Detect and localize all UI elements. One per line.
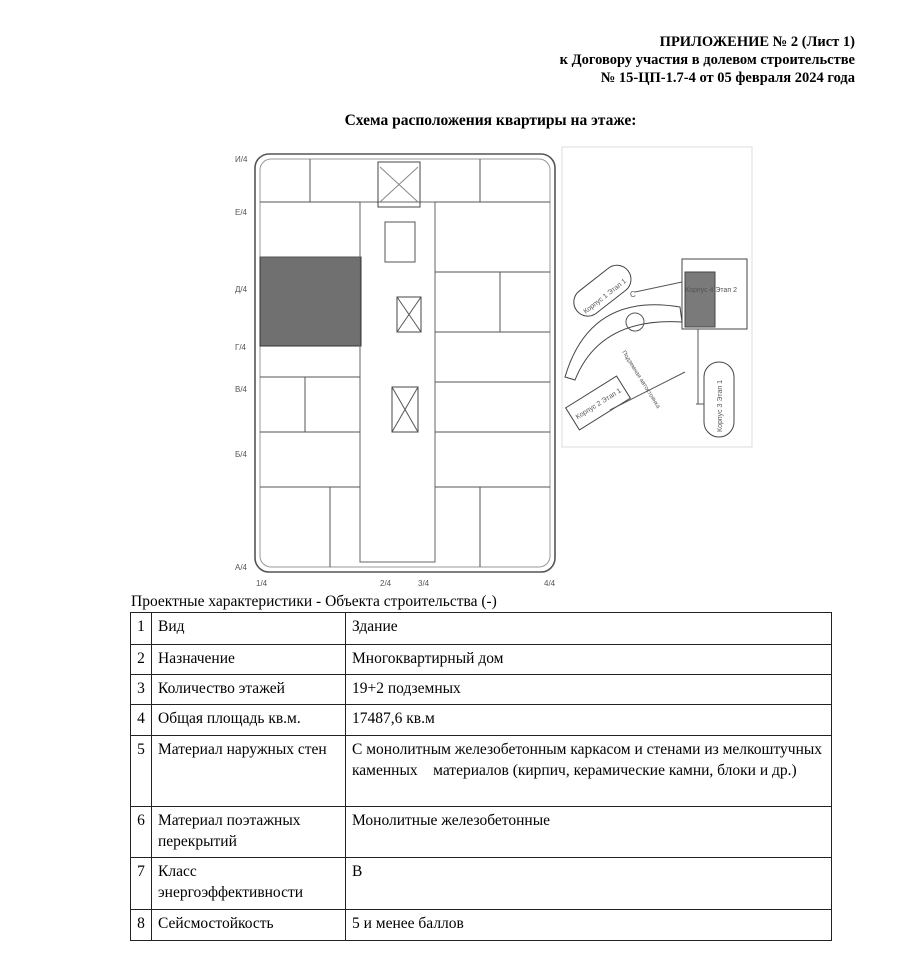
contract-number-date: № 15-ЦП-1.7-4 от 05 февраля 2024 года	[600, 70, 855, 86]
row-number: 3	[131, 675, 152, 705]
table-row	[131, 645, 832, 675]
axis-label-col: 1/4	[256, 579, 268, 588]
row-number: 5	[131, 736, 152, 807]
properties-caption: Проектные характеристики - Объекта строительства (-)	[131, 593, 497, 610]
building-2-label: Корпус 2 Этап 1	[574, 387, 623, 422]
properties-table	[130, 612, 832, 941]
property-name: Сейсмостойкость	[152, 910, 346, 941]
axis-label-row: А/4	[235, 563, 248, 572]
table-row	[131, 613, 832, 645]
row-number: 4	[131, 705, 152, 736]
floor-plan-image	[230, 142, 770, 592]
north-label: С	[630, 290, 636, 299]
parking-label: Подземная автостоянка	[620, 349, 661, 410]
contract-reference: к Договору участия в долевом строительстве	[559, 52, 855, 68]
row-number: 6	[131, 807, 152, 858]
property-name: Общая площадь кв.м.	[152, 705, 346, 736]
row-number: 8	[131, 910, 152, 941]
axis-label-col: 3/4	[418, 579, 430, 588]
axis-label-col: 4/4	[544, 579, 556, 588]
property-value: 19+2 подземных	[346, 675, 832, 705]
property-value: С монолитным железобетонным каркасом и стенами из мелкоштучных каменных материалов (кирпич, керамические камни, блоки и др.)	[346, 736, 832, 807]
property-value: 5 и менее баллов	[346, 910, 832, 941]
table-row	[131, 675, 832, 705]
property-name: Материал наружных стен	[152, 736, 346, 807]
document-header	[560, 33, 855, 87]
building-outline	[255, 154, 555, 572]
central-core	[360, 202, 435, 562]
property-value: В	[346, 858, 832, 910]
building-3-label: Корпус 3 Этап 1	[717, 379, 724, 432]
highlighted-apartment	[260, 257, 361, 346]
property-name: Вид	[152, 613, 346, 645]
property-value: Монолитные железобетонные	[346, 807, 832, 858]
table-row	[131, 807, 832, 858]
property-name: Назначение	[152, 645, 346, 675]
axis-label-col: 2/4	[380, 579, 392, 588]
property-name: Класс энергоэффективности	[152, 858, 346, 910]
axis-label-row: В/4	[235, 385, 248, 394]
row-number: 7	[131, 858, 152, 910]
table-row	[131, 705, 832, 736]
axis-label-row: Д/4	[235, 285, 248, 294]
axis-label-row: Е/4	[235, 208, 248, 217]
table-row	[131, 910, 832, 941]
property-name: Количество этажей	[152, 675, 346, 705]
property-name: Материал поэтажных перекрытий	[152, 807, 346, 858]
building-1-outline	[568, 260, 636, 322]
property-value: Здание	[346, 613, 832, 645]
axis-label-row: И/4	[235, 155, 248, 164]
property-value: Многоквартирный дом	[346, 645, 832, 675]
schema-title: Схема расположения квартиры на этаже:	[344, 112, 637, 129]
appendix-title: ПРИЛОЖЕНИЕ № 2 (Лист 1)	[659, 34, 855, 50]
row-number: 1	[131, 613, 152, 645]
building-4-label: Корпус 4 Этап 2	[685, 287, 738, 294]
axis-label-row: Г/4	[235, 343, 247, 352]
row-number: 2	[131, 645, 152, 675]
property-value: 17487,6 кв.м	[346, 705, 832, 736]
parking-outline	[565, 305, 682, 380]
table-row	[131, 736, 832, 807]
building-1-label: Корпус 1 Этап 1	[582, 277, 628, 316]
axis-label-row: Б/4	[235, 450, 247, 459]
table-row	[131, 858, 832, 910]
